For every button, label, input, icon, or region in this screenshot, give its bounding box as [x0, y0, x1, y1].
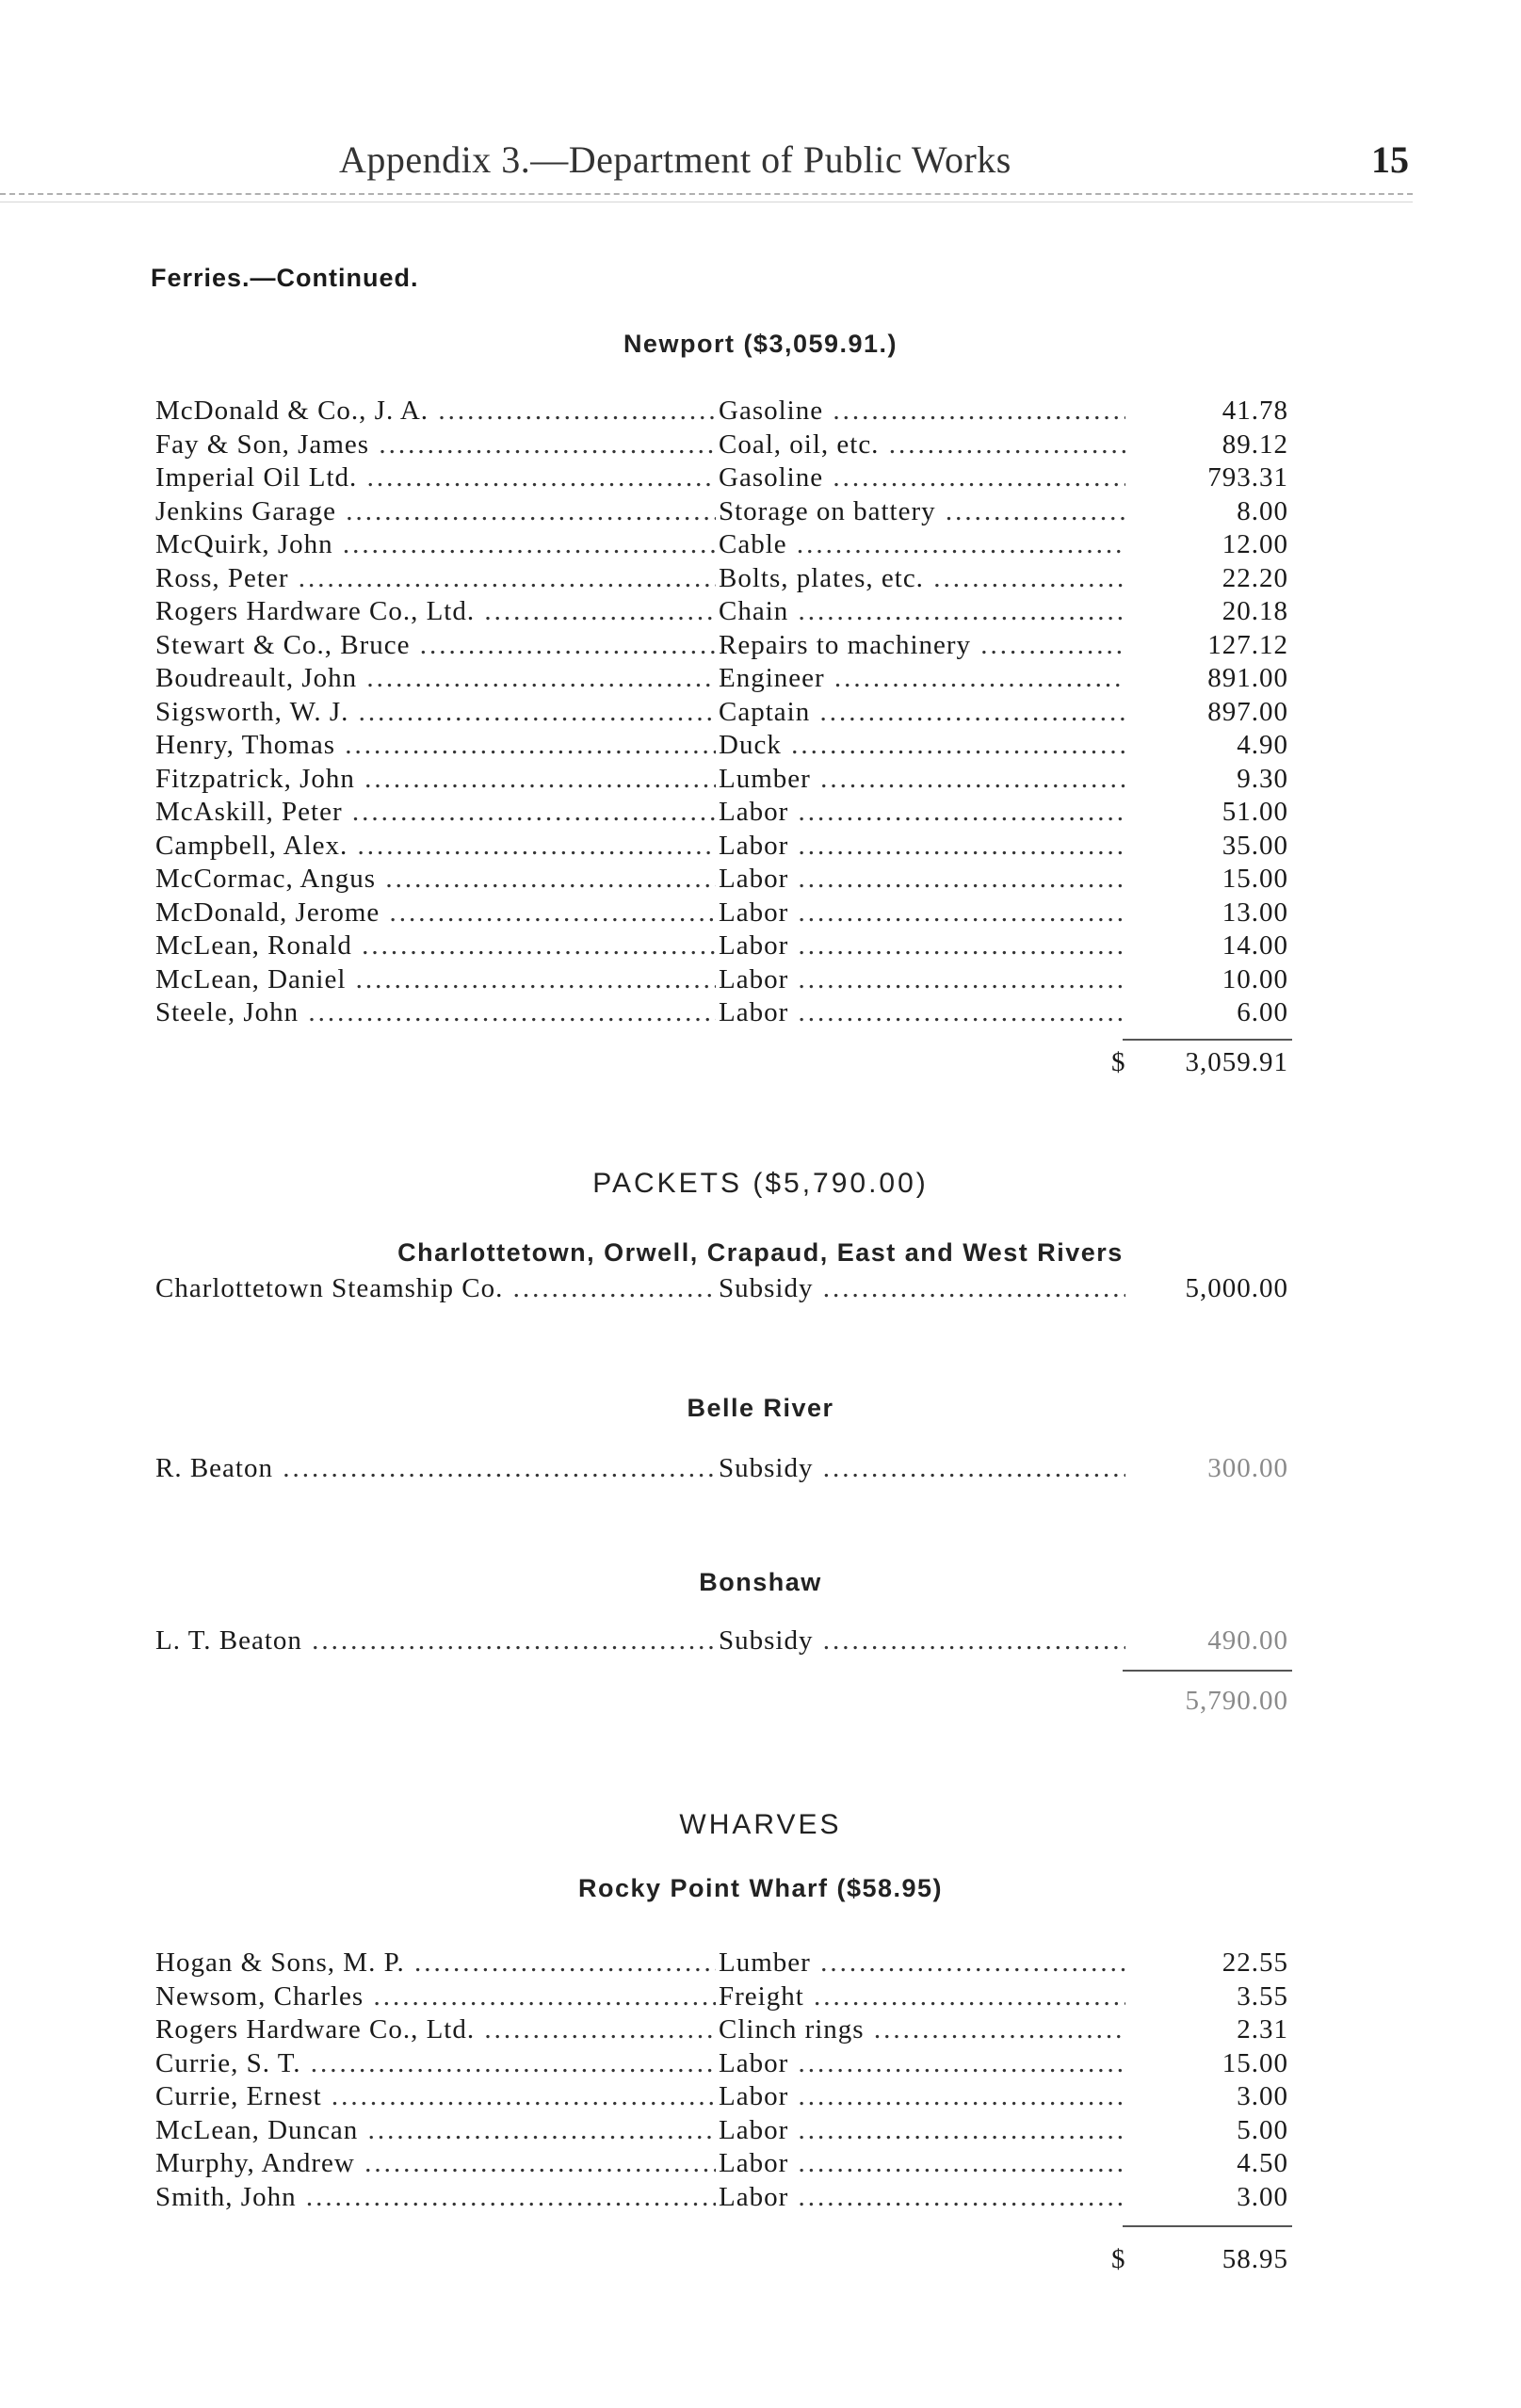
payee-name: Rogers Hardware Co., Ltd. ..... — [155, 2014, 716, 2045]
expense-amount: 89.12 — [1222, 428, 1288, 460]
expense-amount: 12.00 — [1222, 529, 1288, 559]
expense-amount: 51.00 — [1222, 797, 1288, 827]
expense-amount: 4.50 — [1237, 2148, 1288, 2178]
ledger-row — [0, 2081, 1521, 2115]
packets-total-value: 5,790.00 — [1185, 1686, 1288, 1716]
payee-name: L. T. Beaton ..... — [155, 1625, 716, 1657]
expense-item: Engineer ..... — [719, 663, 1125, 694]
ledger-row — [0, 529, 1521, 563]
expense-item: Repairs to machinery ..... — [719, 630, 1125, 661]
payee-name: McQuirk, John ..... — [155, 529, 716, 560]
page-header — [0, 130, 1521, 186]
payee-name: R. Beaton ..... — [155, 1453, 716, 1484]
expense-item: Labor ..... — [719, 997, 1125, 1028]
expense-amount: 20.18 — [1222, 596, 1288, 626]
payee-name: McLean, Ronald ..... — [155, 930, 716, 962]
payee-name: Currie, S. T. ..... — [155, 2048, 716, 2079]
payee-name: McDonald, Jerome ..... — [155, 897, 716, 929]
payee-name: Currie, Ernest ..... — [155, 2081, 716, 2112]
expense-item: Clinch rings ..... — [719, 2014, 1125, 2045]
ledger-row — [0, 2014, 1521, 2048]
ledger-row — [0, 429, 1521, 463]
ledger-row — [0, 2148, 1521, 2182]
payee-name: Fay & Son, James ..... — [155, 429, 716, 461]
ledger-row — [0, 730, 1521, 764]
expense-item: Labor ..... — [719, 897, 1125, 929]
expense-item: Subsidy ..... — [719, 1273, 1125, 1304]
ledger-row — [0, 2182, 1521, 2216]
expense-item: Labor ..... — [719, 797, 1125, 828]
payee-name: Ross, Peter ..... — [155, 563, 716, 594]
newport-total-value: 3,059.91 — [1185, 1047, 1288, 1077]
expense-item: Labor ..... — [719, 2115, 1125, 2146]
expense-item: Duck ..... — [719, 730, 1125, 761]
expense-amount: 9.30 — [1237, 763, 1288, 794]
payee-name: McDonald & Co., J. A. ..... — [155, 396, 716, 427]
ledger-row — [0, 1981, 1521, 2015]
ledger-row — [0, 797, 1521, 831]
payee-name: Murphy, Andrew ..... — [155, 2148, 716, 2179]
ledger-row — [0, 630, 1521, 664]
expense-amount: 2.31 — [1237, 2014, 1288, 2044]
payee-name: Rogers Hardware Co., Ltd. ..... — [155, 596, 716, 627]
expense-item: Bolts, plates, etc. ..... — [719, 563, 1125, 594]
rocky-point-total-value: 58.95 — [1222, 2244, 1288, 2274]
expense-amount: 10.00 — [1222, 963, 1288, 994]
rocky-point-heading: Rocky Point Wharf ($58.95) — [577, 1874, 944, 1902]
payee-name: Steele, John ..... — [155, 997, 716, 1028]
payee-name: McLean, Duncan ..... — [155, 2115, 716, 2146]
ledger-row — [0, 462, 1521, 496]
expense-item: Labor ..... — [719, 964, 1125, 995]
expense-item: Labor ..... — [719, 864, 1125, 895]
expense-amount: 127.12 — [1207, 629, 1288, 660]
expense-item: Gasoline ..... — [719, 462, 1125, 493]
expense-amount: 35.00 — [1222, 830, 1288, 861]
packets-route3-heading: Bonshaw — [699, 1568, 822, 1596]
header-rule — [0, 193, 1413, 195]
expense-amount: 3.00 — [1237, 2081, 1288, 2111]
payee-name: Henry, Thomas ..... — [155, 730, 716, 761]
expense-amount: 41.78 — [1222, 396, 1288, 426]
expense-item: Chain ..... — [719, 596, 1125, 627]
expense-amount: 15.00 — [1222, 864, 1288, 894]
expense-amount: 300.00 — [1207, 1453, 1288, 1483]
expense-item: Cable ..... — [719, 529, 1125, 560]
expense-item: Labor ..... — [719, 2182, 1125, 2213]
expense-item: Labor ..... — [719, 831, 1125, 862]
page-number: 15 — [1371, 138, 1409, 181]
ledger-row — [0, 1625, 1521, 1659]
payee-name: Campbell, Alex. ..... — [155, 831, 716, 862]
newport-heading: Newport ($3,059.91.) — [623, 330, 898, 358]
ledger-row — [0, 897, 1521, 931]
ledger-row — [0, 1273, 1521, 1307]
expense-item: Storage on battery ..... — [719, 496, 1125, 527]
payee-name: McAskill, Peter ..... — [155, 797, 716, 828]
newport-total-rule — [1123, 1039, 1292, 1041]
payee-name: Sigsworth, W. J. ..... — [155, 697, 716, 728]
expense-amount: 22.55 — [1222, 1947, 1288, 1978]
ledger-row — [0, 764, 1521, 798]
expense-item: Captain ..... — [719, 697, 1125, 728]
expense-amount: 5,000.00 — [1185, 1273, 1288, 1303]
expense-amount: 22.20 — [1222, 562, 1288, 593]
ledger-row — [0, 864, 1521, 897]
expense-item: Labor ..... — [719, 2148, 1125, 2179]
ledger-row — [0, 563, 1521, 597]
expense-item: Gasoline ..... — [719, 396, 1125, 427]
ledger-row — [0, 396, 1521, 429]
ledger-row — [0, 997, 1521, 1031]
ledger-row — [0, 596, 1521, 630]
expense-amount: 793.31 — [1207, 462, 1288, 493]
packets-route2-heading: Belle River — [687, 1394, 834, 1422]
payee-name: McCormac, Angus ..... — [155, 864, 716, 895]
ledger-row — [0, 663, 1521, 697]
packets-route3-ledger — [0, 1625, 1521, 1659]
expense-amount: 6.00 — [1237, 997, 1288, 1027]
expense-amount: 13.00 — [1222, 897, 1288, 928]
payee-name: Fitzpatrick, John ..... — [155, 764, 716, 795]
header-title: Appendix 3.—Department of Public Works — [339, 138, 1011, 181]
packets-total-rule — [1123, 1670, 1292, 1672]
payee-name: Jenkins Garage ..... — [155, 496, 716, 527]
payee-name: Charlottetown Steamship Co. ..... — [155, 1273, 716, 1304]
ledger-row — [0, 964, 1521, 998]
ledger-row — [0, 930, 1521, 964]
payee-name: Hogan & Sons, M. P. ..... — [155, 1947, 716, 1979]
rocky-point-total-rule — [1123, 2225, 1292, 2227]
payee-name: Stewart & Co., Bruce ..... — [155, 630, 716, 661]
expense-amount: 891.00 — [1207, 663, 1288, 693]
expense-item: Labor ..... — [719, 930, 1125, 962]
payee-name: McLean, Daniel ..... — [155, 964, 716, 995]
expense-amount: 5.00 — [1237, 2114, 1288, 2145]
payee-name: Imperial Oil Ltd. ..... — [155, 462, 716, 493]
rocky-point-ledger — [0, 1947, 1521, 2215]
expense-amount: 8.00 — [1237, 495, 1288, 526]
expense-item: Labor ..... — [719, 2048, 1125, 2079]
expense-amount: 15.00 — [1222, 2047, 1288, 2078]
ledger-row — [0, 2048, 1521, 2082]
rocky-point-total-dollar-sign: $ — [1111, 2244, 1126, 2274]
expense-amount: 897.00 — [1207, 696, 1288, 727]
section-continued-label: Ferries.—Continued. — [151, 264, 419, 292]
packets-route1-heading: Charlottetown, Orwell, Crapaud, East and West Rivers — [397, 1238, 1124, 1267]
packets-route2-ledger — [0, 1453, 1521, 1487]
expense-item: Subsidy ..... — [719, 1625, 1125, 1657]
expense-item: Freight ..... — [719, 1981, 1125, 2012]
payee-name: Boudreault, John ..... — [155, 663, 716, 694]
ledger-row — [0, 1947, 1521, 1981]
newport-ledger — [0, 396, 1521, 1031]
expense-amount: 3.00 — [1237, 2181, 1288, 2212]
packets-heading: PACKETS ($5,790.00) — [592, 1168, 929, 1199]
packets-route1-ledger — [0, 1273, 1521, 1307]
ledger-row — [0, 2115, 1521, 2149]
expense-item: Lumber ..... — [719, 1947, 1125, 1979]
expense-amount: 490.00 — [1207, 1625, 1288, 1656]
expense-item: Labor ..... — [719, 2081, 1125, 2112]
expense-item: Lumber ..... — [719, 764, 1125, 795]
expense-amount: 14.00 — [1222, 930, 1288, 961]
payee-name: Smith, John ..... — [155, 2182, 716, 2213]
ledger-row — [0, 831, 1521, 865]
expense-amount: 4.90 — [1237, 730, 1288, 760]
newport-total-dollar-sign: $ — [1111, 1047, 1126, 1077]
payee-name: Newsom, Charles ..... — [155, 1981, 716, 2012]
ledger-row — [0, 496, 1521, 530]
expense-amount: 3.55 — [1237, 1980, 1288, 2012]
wharves-heading: WHARVES — [679, 1809, 842, 1840]
ledger-row — [0, 697, 1521, 731]
expense-item: Subsidy ..... — [719, 1453, 1125, 1484]
ledger-row — [0, 1453, 1521, 1487]
expense-item: Coal, oil, etc. ..... — [719, 429, 1125, 461]
